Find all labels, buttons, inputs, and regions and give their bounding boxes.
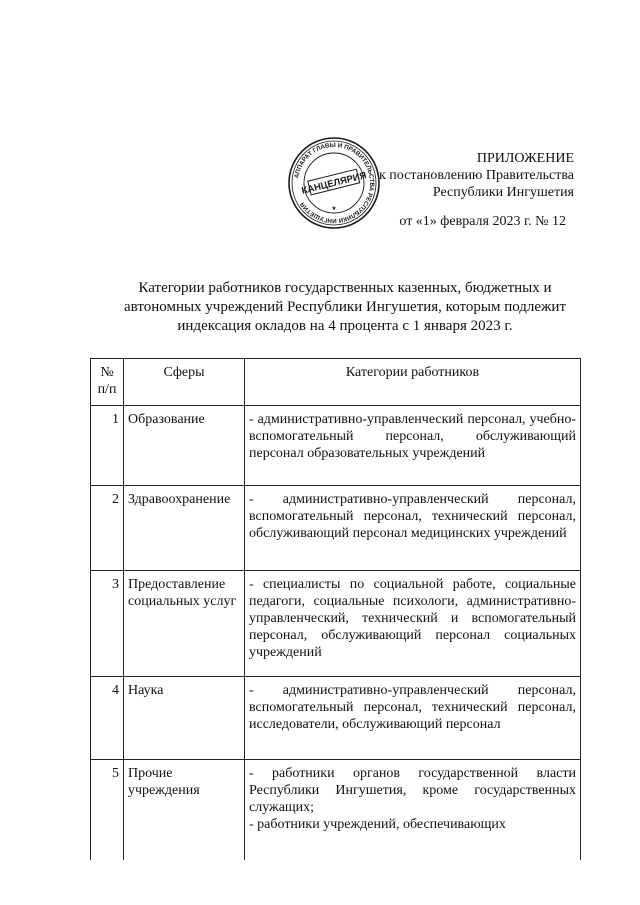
table-row [91, 760, 581, 861]
appendix-heading: ПРИЛОЖЕНИЕ [476, 151, 574, 166]
row-categories [245, 406, 581, 486]
svg-text:★: ★ [331, 206, 337, 212]
table-row [91, 486, 581, 571]
row-categories [245, 571, 581, 677]
title-line-1: Категории работников государственных казенных, бюджетных и [138, 280, 552, 296]
row-categories [245, 677, 581, 760]
stamp-ring-text: АППАРАТ ГЛАВЫ И ПРАВИТЕЛЬСТВА РЕСПУБЛИКИ ИНГУШЕТИЯ [293, 141, 376, 225]
row-num: 5 [91, 760, 124, 861]
title-line-2: автономных учреждений Республики Ингушетия, которым подлежит [123, 299, 567, 315]
header-num: № п/п [91, 359, 124, 406]
row-num: 2 [91, 486, 124, 571]
header-categories: Категории работников [245, 359, 581, 406]
row-num: 1 [91, 406, 124, 486]
category-text: - административно-управленческий персонал, учебно-вспомогательный персонал, обслуживающий персонал образовательных учреждений [249, 412, 576, 461]
row-sphere: Наука [124, 677, 245, 760]
appendix-line-2: Республики Ингушетия [432, 185, 574, 200]
category-text: - специалисты по социальной работе, социальные педагоги, социальные психологи, административно-управленческий, технический и вспомогательный персонал, обслуживающий персонал социальных учреждений [249, 577, 576, 660]
row-categories [245, 486, 581, 571]
row-sphere: Прочие учреждения [124, 760, 245, 861]
table-row [91, 677, 581, 760]
appendix-date: от «1» февраля 2023 г. № 12 [399, 214, 566, 229]
appendix-line-1: к постановлению Правительства [378, 168, 574, 183]
table-header-row [91, 359, 581, 406]
appendix-block [314, 150, 574, 230]
stamp-center-text: КАНЦЕЛЯРИЯ [300, 170, 368, 197]
categories-table [90, 358, 581, 860]
category-text: - административно-управленческий персонал, вспомогательный персонал, технический персонал, исследователи, обслуживающий персонал [249, 683, 576, 732]
category-text: - работники органов государственной власти Республики Ингушетия, кроме государственных служащих; [249, 766, 576, 815]
row-sphere: Здравоохранение [124, 486, 245, 571]
header-sphere: Сферы [124, 359, 245, 406]
category-text: - административно-управленческий персонал, вспомогательный персонал, технический персонал, обслуживающий персонал медицинских учреждений [249, 492, 576, 541]
row-num: 4 [91, 677, 124, 760]
row-sphere: Образование [124, 406, 245, 486]
document-title [110, 279, 580, 336]
row-num: 3 [91, 571, 124, 677]
title-line-3: индексация окладов на 4 процента с 1 января 2023 г. [177, 318, 513, 334]
row-sphere: Предоставление социальных услуг [124, 571, 245, 677]
table-row [91, 571, 581, 677]
table-row [91, 406, 581, 486]
row-categories [245, 760, 581, 861]
category-text: - работники учреждений, обеспечивающих [249, 817, 506, 832]
